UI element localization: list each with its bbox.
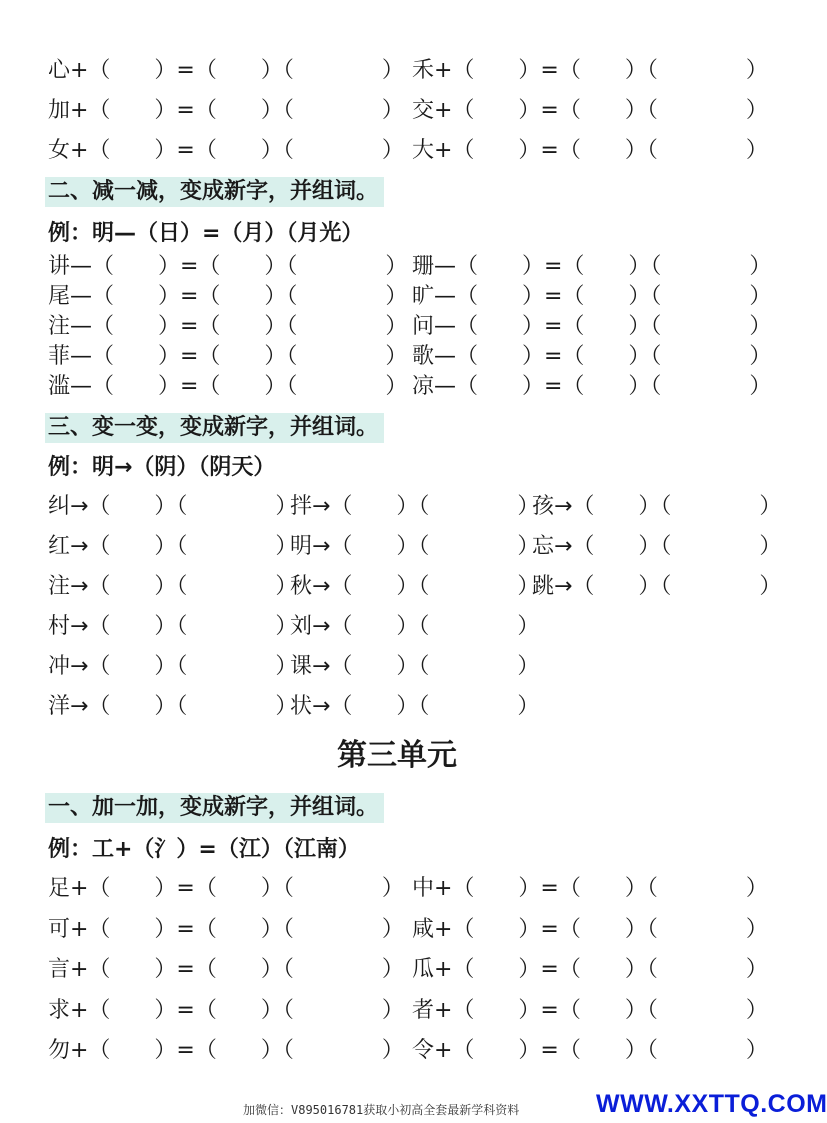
- exercise-item: 拌→（ ）（ ）: [290, 494, 540, 519]
- exercise-item: 注→（ ）（ ）: [48, 574, 298, 599]
- exercise-row: [0, 282, 794, 312]
- exercise-item: 大+（ ）=（ ）（ ）: [412, 138, 768, 163]
- exercise-item: 尾—（ ）=（ ）（ ）: [48, 284, 408, 309]
- exercise-item: 禾+（ ）=（ ）（ ）: [412, 58, 768, 83]
- exercise-item: 秋→（ ）（ ）: [290, 574, 540, 599]
- exercise-row: [0, 372, 794, 402]
- exercise-item: 冲→（ ）（ ）: [48, 654, 298, 679]
- exercise-item: 凉—（ ）=（ ）（ ）: [412, 374, 772, 399]
- exercise-row: [0, 1036, 794, 1066]
- exercise-item: 问—（ ）=（ ）（ ）: [412, 314, 772, 339]
- exercise-item: 女+（ ）=（ ）（ ）: [48, 138, 404, 163]
- exercise-item: 旷—（ ）=（ ）（ ）: [412, 284, 772, 309]
- exercise-item: 中+（ ）=（ ）（ ）: [412, 876, 768, 901]
- exercise-item: 可+（ ）=（ ）（ ）: [48, 917, 404, 942]
- example-line: 例：明→（阴）（阴天）: [48, 455, 276, 480]
- exercise-item: 求+（ ）=（ ）（ ）: [48, 998, 404, 1023]
- exercise-item: 足+（ ）=（ ）（ ）: [48, 876, 404, 901]
- exercise-item: 红→（ ）（ ）: [48, 534, 298, 559]
- exercise-item: 讲—（ ）=（ ）（ ）: [48, 254, 408, 279]
- exercise-item: 勿+（ ）=（ ）（ ）: [48, 1038, 404, 1063]
- exercise-row: [0, 252, 794, 282]
- exercise-item: 纠→（ ）（ ）: [48, 494, 298, 519]
- exercise-item: 咸+（ ）=（ ）（ ）: [412, 917, 768, 942]
- exercise-row: [0, 572, 794, 602]
- exercise-row: [0, 955, 794, 985]
- exercise-item: 滥—（ ）=（ ）（ ）: [48, 374, 408, 399]
- exercise-item: 忘→（ ）（ ）: [532, 534, 782, 559]
- exercise-item: 者+（ ）=（ ）（ ）: [412, 998, 768, 1023]
- exercise-item: 瓜+（ ）=（ ）（ ）: [412, 957, 768, 982]
- exercise-row: [0, 915, 794, 945]
- exercise-item: 令+（ ）=（ ）（ ）: [412, 1038, 768, 1063]
- exercise-row: [0, 136, 794, 166]
- exercise-item: 课→（ ）（ ）: [290, 654, 540, 679]
- exercise-item: 刘→（ ）（ ）: [290, 614, 540, 639]
- exercise-row: [0, 874, 794, 904]
- exercise-row: [0, 692, 794, 722]
- section-heading: 二、减一减，变成新字，并组词。: [45, 177, 384, 207]
- exercise-item: 歌—（ ）=（ ）（ ）: [412, 344, 772, 369]
- exercise-row: [0, 532, 794, 562]
- example-line: 例：工+（氵）=（江）（江南）: [48, 837, 360, 862]
- exercise-row: [0, 612, 794, 642]
- exercise-row: [0, 96, 794, 126]
- exercise-row: [0, 652, 794, 682]
- exercise-item: 菲—（ ）=（ ）（ ）: [48, 344, 408, 369]
- exercise-row: [0, 56, 794, 86]
- exercise-item: 珊—（ ）=（ ）（ ）: [412, 254, 772, 279]
- exercise-item: 心+（ ）=（ ）（ ）: [48, 58, 404, 83]
- exercise-row: [0, 996, 794, 1026]
- section-heading: 一、加一加，变成新字，并组词。: [45, 793, 384, 823]
- exercise-item: 加+（ ）=（ ）（ ）: [48, 98, 404, 123]
- site-watermark: WWW.XXTTQ.COM: [596, 1090, 827, 1118]
- exercise-item: 状→（ ）（ ）: [290, 694, 540, 719]
- exercise-row: [0, 342, 794, 372]
- section-heading: 三、变一变，变成新字，并组词。: [45, 413, 384, 443]
- exercise-item: 孩→（ ）（ ）: [532, 494, 782, 519]
- exercise-item: 注—（ ）=（ ）（ ）: [48, 314, 408, 339]
- exercise-row: [0, 492, 794, 522]
- exercise-row: [0, 312, 794, 342]
- example-line: 例：明—（日）=（月）（月光）: [48, 221, 364, 246]
- exercise-item: 洋→（ ）（ ）: [48, 694, 298, 719]
- exercise-item: 明→（ ）（ ）: [290, 534, 540, 559]
- exercise-item: 交+（ ）=（ ）（ ）: [412, 98, 768, 123]
- footer-note: 加微信：V895016781获取小初高全套最新学科资料: [243, 1103, 520, 1117]
- unit-title: 第三单元: [337, 738, 457, 773]
- exercise-item: 言+（ ）=（ ）（ ）: [48, 957, 404, 982]
- exercise-item: 跳→（ ）（ ）: [532, 574, 782, 599]
- exercise-item: 村→（ ）（ ）: [48, 614, 298, 639]
